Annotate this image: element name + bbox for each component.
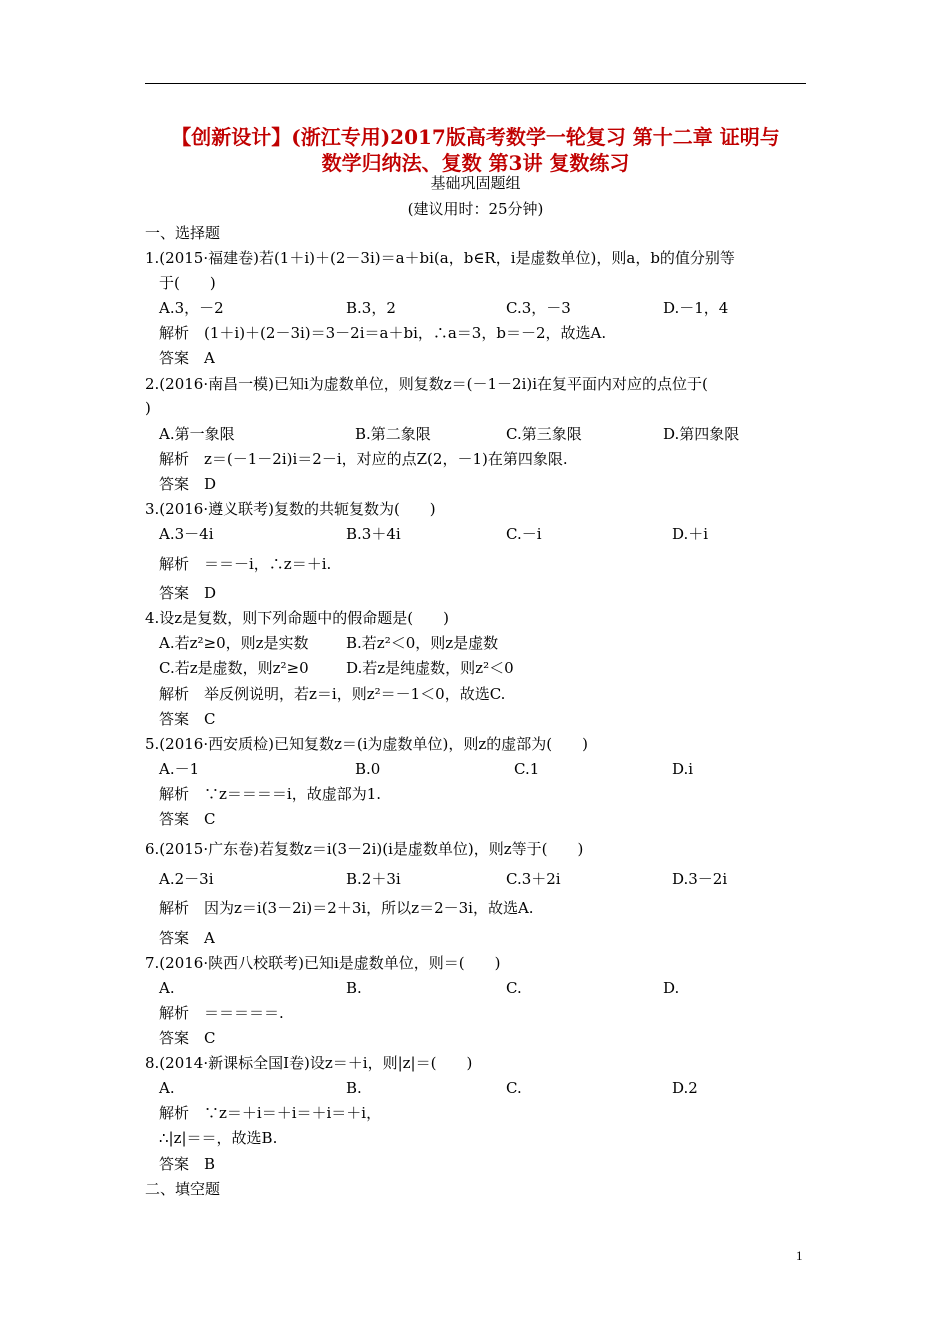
q7-stem: 7.(2016·陕西八校联考)已知i是虚数单位，则＝( ) bbox=[145, 954, 501, 972]
q4-option-b: B.若z²＜0，则z是虚数 bbox=[346, 634, 499, 652]
q8-option-b: B. bbox=[346, 1079, 362, 1097]
q1-option-c: C.3，－3 bbox=[506, 299, 571, 317]
q8-stem: 8.(2014·新课标全国Ⅰ卷)设z＝＋i，则|z|＝( ) bbox=[145, 1054, 473, 1072]
q6-option-a: A.2－3i bbox=[159, 870, 214, 888]
q1-stem-cont: 于( ) bbox=[159, 274, 216, 292]
q8-option-d: D.2 bbox=[672, 1079, 698, 1097]
q1-option-d: D.－1，4 bbox=[663, 299, 729, 317]
q6-option-c: C.3＋2i bbox=[506, 870, 561, 888]
q4-option-c: C.若z是虚数，则z²≥0 bbox=[159, 659, 309, 677]
q3-answer: 答案 D bbox=[159, 584, 217, 602]
q3-option-a: A.3－4i bbox=[159, 525, 214, 543]
q1-analysis: 解析 (1＋i)＋(2－3i)＝3－2i＝a＋bi，∴a＝3，b＝－2，故选A. bbox=[159, 324, 607, 342]
q3-option-b: B.3＋4i bbox=[346, 525, 401, 543]
q8-answer: 答案 B bbox=[159, 1155, 216, 1173]
section-heading-fill: 二、填空题 bbox=[145, 1180, 221, 1198]
q5-answer: 答案 C bbox=[159, 810, 216, 828]
q1-stem: 1.(2015·福建卷)若(1＋i)＋(2－3i)＝a＋bi(a，b∈R，i是虚数单位)，则a，b的值分别等 bbox=[145, 249, 735, 267]
q2-analysis: 解析 z＝(－1－2i)i＝2－i，对应的点Z(2，－1)在第四象限. bbox=[159, 450, 568, 468]
section-heading-choice: 一、选择题 bbox=[145, 224, 221, 242]
q3-option-c: C.－i bbox=[506, 525, 542, 543]
q4-analysis: 解析 举反例说明，若z＝i，则z²＝－1＜0，故选C. bbox=[159, 685, 506, 703]
time-note: (建议用时：25分钟) bbox=[407, 200, 544, 218]
q2-option-d: D.第四象限 bbox=[663, 425, 740, 443]
q3-stem: 3.(2016·遵义联考)复数的共轭复数为( ) bbox=[145, 500, 436, 518]
q5-option-d: D.i bbox=[672, 760, 694, 778]
q7-option-a: A. bbox=[159, 979, 175, 997]
q8-option-c: C. bbox=[506, 1079, 522, 1097]
q7-option-c: C. bbox=[506, 979, 522, 997]
q2-answer: 答案 D bbox=[159, 475, 217, 493]
q2-option-a: A.第一象限 bbox=[159, 425, 235, 443]
q6-option-d: D.3－2i bbox=[672, 870, 728, 888]
q5-option-b: B.0 bbox=[355, 760, 381, 778]
header-rule bbox=[145, 83, 806, 84]
q3-option-d: D.＋i bbox=[672, 525, 709, 543]
q1-option-a: A.3，－2 bbox=[159, 299, 224, 317]
q6-option-b: B.2＋3i bbox=[346, 870, 401, 888]
q2-option-c: C.第三象限 bbox=[506, 425, 582, 443]
q1-answer: 答案 A bbox=[159, 349, 215, 367]
subtitle: 基础巩固题组 bbox=[430, 174, 521, 192]
q4-stem: 4.设z是复数，则下列命题中的假命题是( ) bbox=[145, 609, 449, 627]
q2-stem-cont: ) bbox=[145, 399, 151, 417]
q4-answer: 答案 C bbox=[159, 710, 216, 728]
q4-option-a: A.若z²≥0，则z是实数 bbox=[159, 634, 309, 652]
q7-option-d: D. bbox=[663, 979, 680, 997]
q5-option-a: A.－1 bbox=[159, 760, 200, 778]
q6-answer: 答案 A bbox=[159, 929, 215, 947]
q8-option-a: A. bbox=[159, 1079, 175, 1097]
q7-answer: 答案 C bbox=[159, 1029, 216, 1047]
q5-stem: 5.(2016·西安质检)已知复数z＝(i为虚数单位)，则z的虚部为( ) bbox=[145, 735, 588, 753]
q6-stem: 6.(2015·广东卷)若复数z＝i(3－2i)(i是虚数单位)，则z等于( ) bbox=[145, 840, 584, 858]
q5-option-c: C.1 bbox=[514, 760, 540, 778]
q7-option-b: B. bbox=[346, 979, 362, 997]
q6-analysis: 解析 因为z＝i(3－2i)＝2＋3i，所以z＝2－3i，故选A. bbox=[159, 899, 534, 917]
q3-analysis: 解析 ＝＝－i，∴z＝＋i. bbox=[159, 555, 332, 573]
page-number: 1 bbox=[796, 1248, 803, 1263]
document-title-line1: 【创新设计】(浙江专用)2017版高考数学一轮复习 第十二章 证明与 bbox=[171, 125, 780, 149]
q7-analysis: 解析 ＝＝＝＝＝. bbox=[159, 1004, 284, 1022]
q1-option-b: B.3，2 bbox=[346, 299, 396, 317]
q8-analysis: 解析 ∵z＝＋i＝＋i＝＋i＝＋i， bbox=[159, 1104, 382, 1122]
q8-analysis-cont: ∴|z|＝＝，故选B. bbox=[159, 1129, 278, 1147]
q2-stem: 2.(2016·南昌一模)已知i为虚数单位，则复数z＝(－1－2i)i在复平面内对应的点位于( bbox=[145, 375, 708, 393]
q2-option-b: B.第二象限 bbox=[355, 425, 431, 443]
q4-option-d: D.若z是纯虚数，则z²＜0 bbox=[346, 659, 514, 677]
document-title-line2: 数学归纳法、复数 第3讲 复数练习 bbox=[321, 151, 630, 175]
q5-analysis: 解析 ∵z＝＝＝＝i，故虚部为1. bbox=[159, 785, 382, 803]
